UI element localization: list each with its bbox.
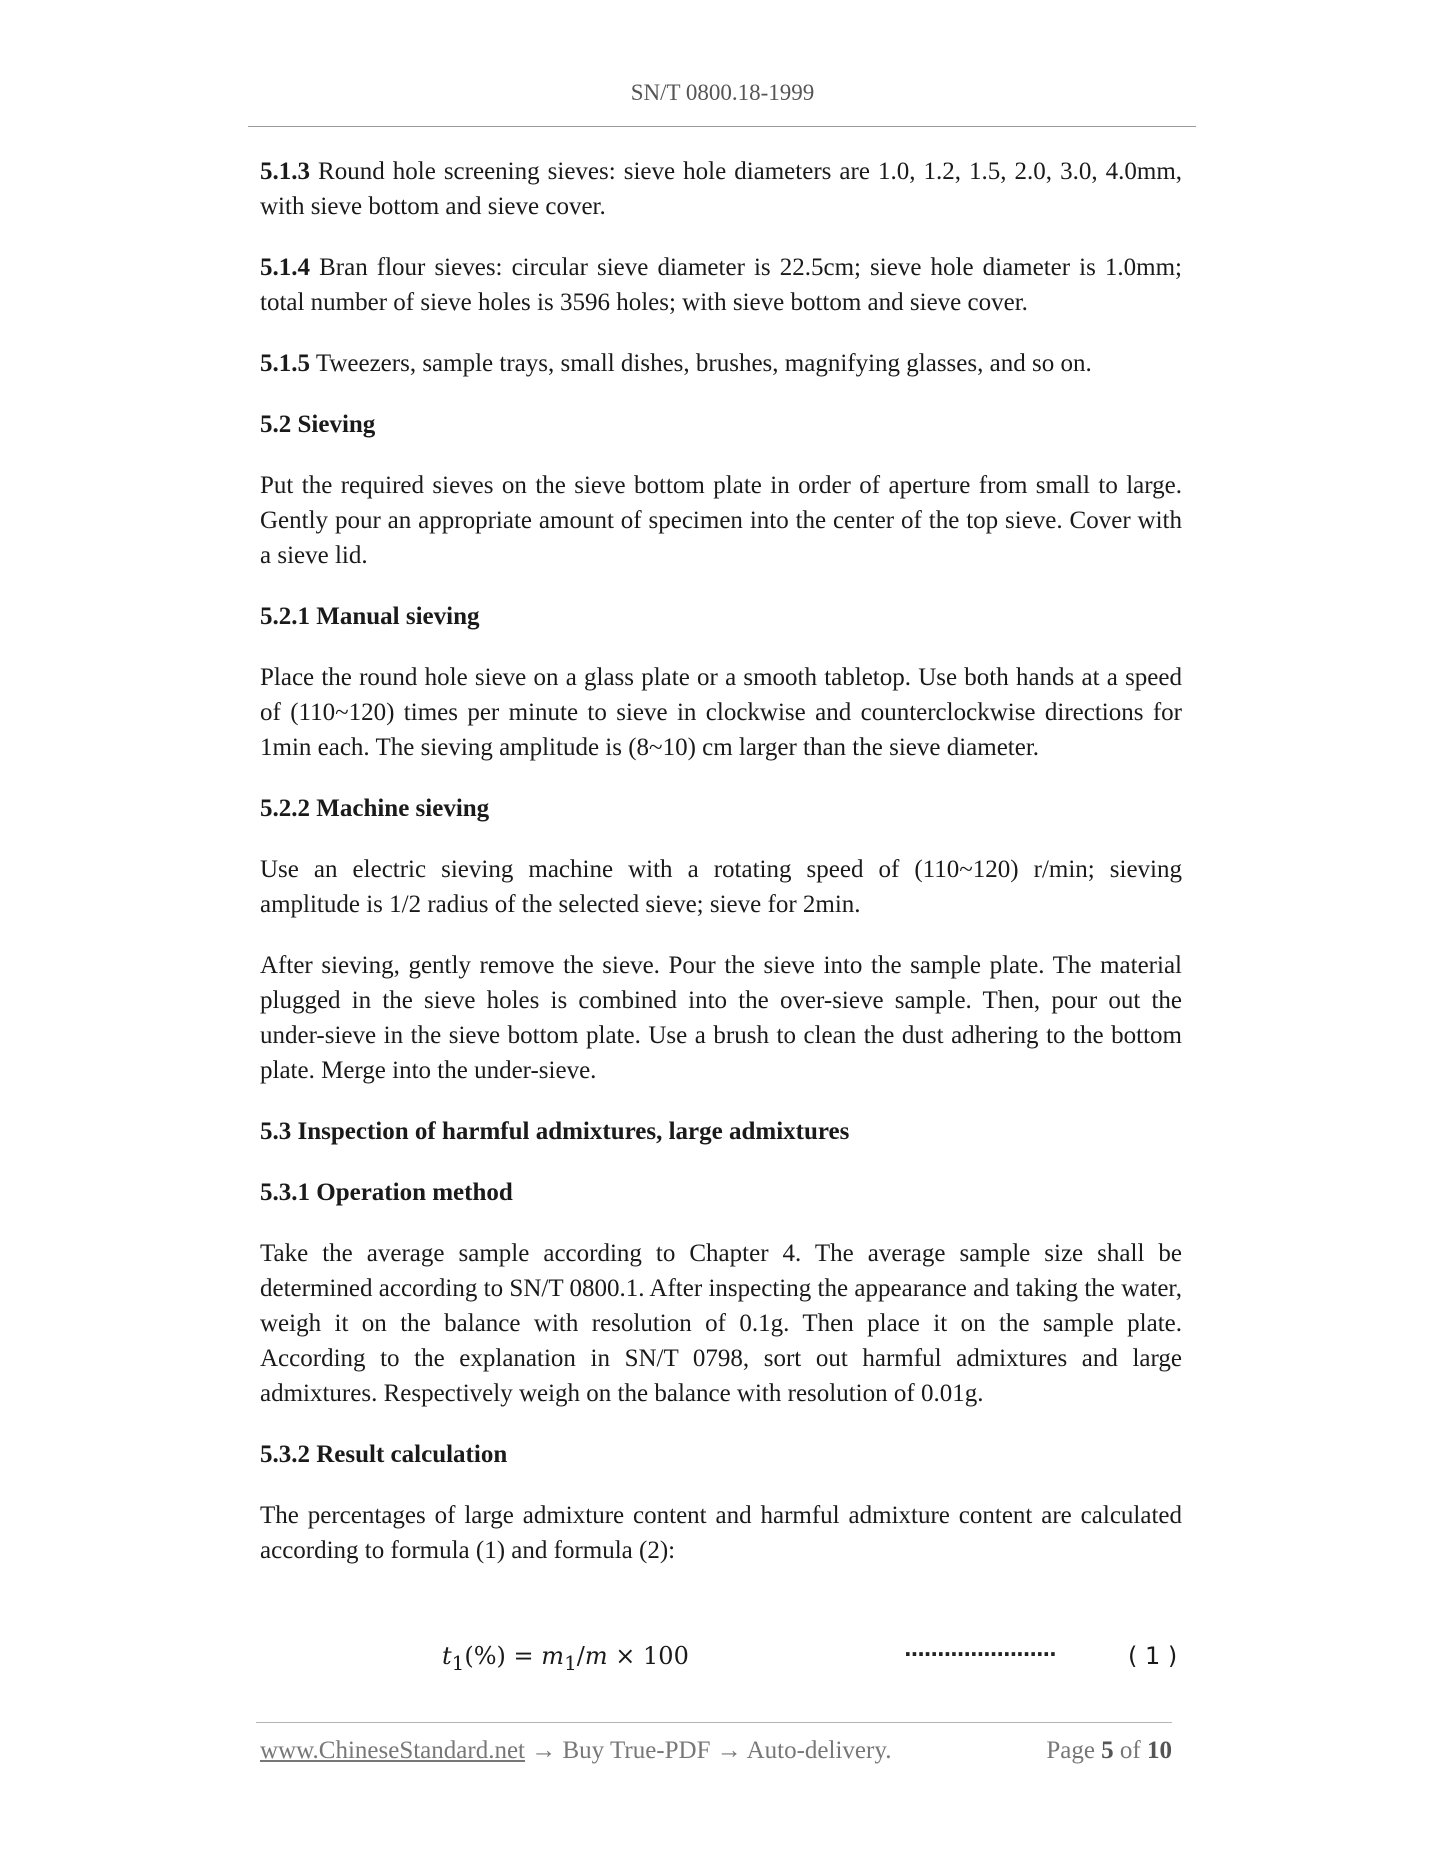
- clause-number: 5.1.3: [260, 158, 310, 185]
- page-total: 10: [1147, 1737, 1172, 1764]
- formula-divide: /: [576, 1642, 585, 1670]
- header-divider: [248, 126, 1196, 127]
- clause-5-1-4: [260, 250, 1182, 320]
- formula-m1-subscript: 1: [564, 1650, 577, 1675]
- paragraph: After sieving, gently remove the sieve. Pour the sieve into the sample plate. The material plugged in the sieve holes is combined into the over-sieve sample. Then, pour out the under-sieve in the sieve bottom plate. Use a brush to clean the dust adhering to the bottom plate. Merge into the under-sieve.: [260, 952, 1182, 1084]
- paragraph: Take the average sample according to Chapter 4. The average sample size shall be determined according to SN/T 0800.1. After inspecting the appearance and taking the water, weigh it on the balance with resolution of 0.1g. Then place it on the sample plate. According to the explanation in SN/T 0798, sort out harmful admixtures and large admixtures. Respectively weigh on the balance with resolution of 0.01g.: [260, 1240, 1182, 1407]
- formula-leader-dots: ·······················: [904, 1642, 1056, 1666]
- clause-5-1-3: [260, 154, 1182, 224]
- page-of: of: [1113, 1737, 1147, 1764]
- formula-lhs: t: [442, 1642, 452, 1670]
- section-heading: 5.2 Sieving: [260, 411, 376, 438]
- clause-5-1-5: [260, 346, 1182, 381]
- footer-divider: [256, 1722, 1172, 1723]
- clause-number: 5.1.5: [260, 350, 310, 377]
- paragraph: Put the required sieves on the sieve bottom plate in order of aperture from small to large. Gently pour an appropriate amount of specimen into the center of the top sieve. Cover with a sieve lid.: [260, 472, 1182, 569]
- formula-1: [0, 1638, 1445, 1682]
- clause-text: Tweezers, sample trays, small dishes, brushes, magnifying glasses, and so on.: [315, 350, 1092, 377]
- formula-times: × 100: [607, 1642, 689, 1670]
- website-link[interactable]: www.ChineseStandard.net: [260, 1737, 525, 1764]
- clause-number: 5.1.4: [260, 254, 310, 281]
- formula-m1: m: [541, 1642, 565, 1670]
- section-heading: 5.2.1 Manual sieving: [260, 603, 480, 630]
- document-body: [260, 154, 1182, 1594]
- paragraph: The percentages of large admixture content and harmful admixture content are calculated according to formula (1) and formula (2):: [260, 1502, 1182, 1564]
- section-heading: 5.3.1 Operation method: [260, 1179, 513, 1206]
- page-indicator: [1046, 1737, 1172, 1765]
- paragraph: Place the round hole sieve on a glass plate or a smooth tabletop. Use both hands at a speed of (110~120) times per minute to sieve in clockwise and counterclockwise directions for 1min each. The sieving amplitude is (8~10) cm larger than the sieve diameter.: [260, 664, 1182, 761]
- section-heading: 5.3 Inspection of harmful admixtures, large admixtures: [260, 1118, 850, 1145]
- page-current: 5: [1101, 1737, 1114, 1764]
- formula-unit: (%) =: [464, 1642, 542, 1670]
- formula-m: m: [584, 1642, 608, 1670]
- formula-number: ( 1 ): [1128, 1642, 1178, 1670]
- section-heading: 5.2.2 Machine sieving: [260, 795, 490, 822]
- section-heading: 5.3.2 Result calculation: [260, 1441, 508, 1468]
- document-header: SN/T 0800.18-1999: [630, 80, 815, 105]
- clause-text: Round hole screening sieves: sieve hole diameters are 1.0, 1.2, 1.5, 2.0, 3.0, 4.0mm, with sieve bottom and sieve cover.: [260, 158, 1183, 220]
- page-prefix: Page: [1046, 1737, 1102, 1764]
- clause-text: Bran flour sieves: circular sieve diameter is 22.5cm; sieve hole diameter is 1.0mm; total number of sieve holes is 3596 holes; with sieve bottom and sieve cover.: [260, 254, 1183, 316]
- formula-expression: [442, 1642, 689, 1675]
- footer-tagline: → Buy True-PDF → Auto-delivery.: [525, 1737, 892, 1764]
- paragraph: Use an electric sieving machine with a rotating speed of (110~120) r/min; sieving amplitude is 1/2 radius of the selected sieve; sieve for 2min.: [260, 856, 1182, 918]
- page-footer: [260, 1737, 1172, 1765]
- formula-lhs-subscript: 1: [451, 1650, 465, 1675]
